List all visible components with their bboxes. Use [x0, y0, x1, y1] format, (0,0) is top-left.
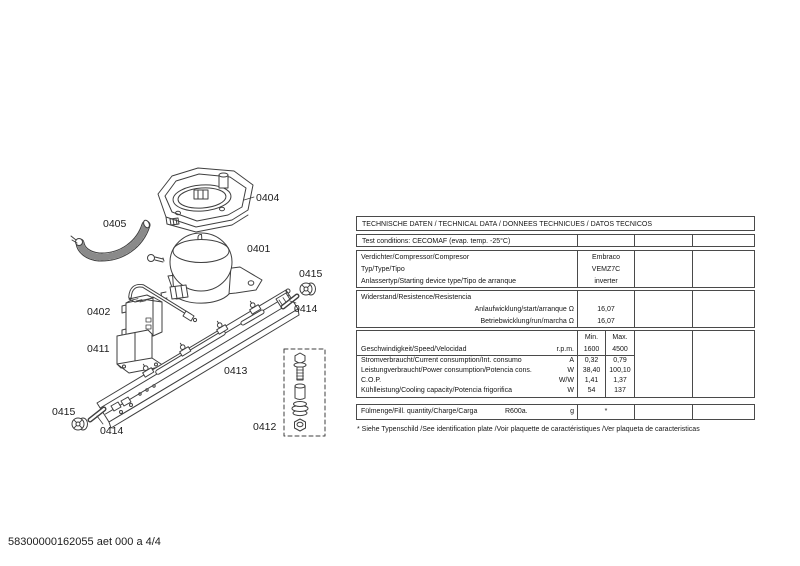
evaporation-tray-part: [158, 168, 253, 232]
fill-unit: g: [570, 408, 574, 415]
performance-labels: [357, 331, 577, 397]
max-header: Max.: [612, 334, 628, 341]
compressor-part: [148, 233, 263, 303]
part-label-0412: 0412: [253, 421, 277, 433]
perf-row-label: [357, 366, 577, 376]
test-conditions-row: [356, 234, 755, 247]
part-label-0415-lower: 0415: [52, 406, 76, 418]
perf-row-label: [357, 386, 577, 396]
perf-max: 1,37: [613, 377, 627, 384]
resistance-label-text: Anlaufwicklung/start/arranque: [474, 306, 567, 313]
compressor-value-line: Embraco: [591, 254, 620, 261]
speed-label: Geschwindigkeit/Speed/Velocidad: [361, 346, 467, 353]
empty-cell: [634, 331, 692, 397]
perf-unit: W: [567, 367, 574, 374]
part-label-0402: 0402: [87, 306, 111, 318]
ohm-unit: Ω: [568, 318, 574, 325]
part-label-0411: 0411: [87, 343, 110, 355]
empty-cell: [634, 405, 692, 419]
empty-cell: [634, 251, 692, 287]
compressor-label-line: Anlassertyp/Starting device type/Tipo de arranque: [361, 278, 516, 285]
resistance-value: 16,07: [597, 306, 615, 313]
min-header: Min.: [584, 334, 599, 341]
fill-quantity-block: [356, 404, 755, 420]
empty-cell: [692, 251, 754, 287]
empty-cell: [692, 405, 754, 419]
compressor-label-line: Typ/Type/Tipo: [361, 266, 405, 273]
perf-max: 137: [614, 387, 626, 394]
grommet-part: [300, 283, 316, 295]
compressor-values: [577, 251, 634, 287]
perf-label: Kühlleistung/Cooling capacity/Potencia frigorifica: [361, 387, 512, 394]
resistance-values: [577, 291, 634, 327]
empty-cell: [634, 235, 692, 246]
compressor-labels: [357, 251, 577, 287]
perf-row-label: [357, 376, 577, 386]
empty-cell: [692, 291, 754, 327]
speed-max: 4500: [612, 346, 628, 353]
perf-label: Stromverbraucht/Current consumption/Int. consumo: [361, 357, 522, 364]
part-label-0414-lower: 0414: [100, 425, 124, 437]
compressor-label-line: Verdichter/Compressor/Compresor: [361, 254, 470, 261]
test-conditions-text: Test conditions: CECOMAF (evap. temp. -25°C): [362, 238, 511, 245]
speed-min: 1600: [583, 346, 600, 353]
resistance-row-label: [357, 316, 577, 328]
table-footnote: * Siehe Typenschild /See identification plate /Voir plaquette de caractéristiques /Ver plaqueta de caracteristicas: [357, 426, 700, 433]
part-label-0414-upper: 0414: [294, 303, 318, 315]
resistance-value: 16,07: [597, 318, 615, 325]
pin-part: [90, 409, 104, 420]
speed-divider-line: [357, 355, 634, 356]
resistance-labels: [357, 291, 577, 327]
fill-label: Fülmenge/Fill. quantity/Charge/Carga: [361, 408, 478, 415]
document-code: 58300000162055 aet 000 a 4/4: [8, 536, 161, 548]
perf-min: 1,41: [584, 377, 599, 384]
empty-cell: [692, 235, 754, 246]
grommet-part: [72, 418, 88, 430]
perf-row-label: [357, 356, 577, 366]
ohm-unit: Ω: [568, 306, 574, 313]
empty-cell: [692, 331, 754, 397]
perf-max: 100,10: [609, 367, 631, 374]
table-title-row: [356, 216, 755, 231]
performance-block: [356, 330, 755, 398]
empty-cell: [634, 291, 692, 327]
part-label-0415-upper: 0415: [299, 268, 323, 280]
empty-cell: [577, 235, 634, 246]
perf-unit: A: [569, 357, 574, 364]
perf-unit: W: [567, 387, 574, 394]
table-title: TECHNISCHE DATEN / TECHNICAL DATA / DONNEES TECHNICUES / DATOS TECNICOS: [362, 221, 653, 228]
perf-max: 0,79: [613, 357, 627, 364]
perf-label: Leistungverbraucht/Power consumption/Potencia cons.: [361, 367, 532, 374]
compressor-block: [356, 250, 755, 288]
part-label-0413: 0413: [224, 365, 248, 377]
perf-unit: W/W: [558, 377, 574, 384]
resistance-block: [356, 290, 755, 328]
compressor-value-line: VEMZ7C: [591, 266, 621, 273]
perf-label: C.O.P.: [361, 377, 382, 384]
part-label-0404: 0404: [256, 192, 280, 204]
max-column: [605, 331, 634, 397]
test-conditions-cell: [357, 235, 577, 246]
speed-unit: r.p.m.: [556, 346, 574, 353]
resistance-header: Widerstand/Resistence/Resistencia: [361, 294, 472, 301]
resistance-row-label: [357, 304, 577, 316]
hardware-kit-part: [284, 349, 325, 436]
perf-min: 38,40: [582, 367, 601, 374]
part-label-0405: 0405: [103, 218, 127, 230]
fill-value-cell: *: [577, 405, 634, 419]
refrigerant-type: R600a.: [505, 408, 528, 415]
mounting-bracket-part: [117, 330, 164, 373]
fill-label-cell: [357, 405, 577, 419]
compressor-value-line: inverter: [594, 278, 618, 285]
min-column: [577, 331, 605, 397]
perf-min: 0,32: [584, 357, 599, 364]
part-label-0401: 0401: [247, 243, 271, 255]
perf-min: 54: [587, 387, 596, 394]
resistance-label-text: Betriebwicklung/run/marcha: [480, 318, 567, 325]
